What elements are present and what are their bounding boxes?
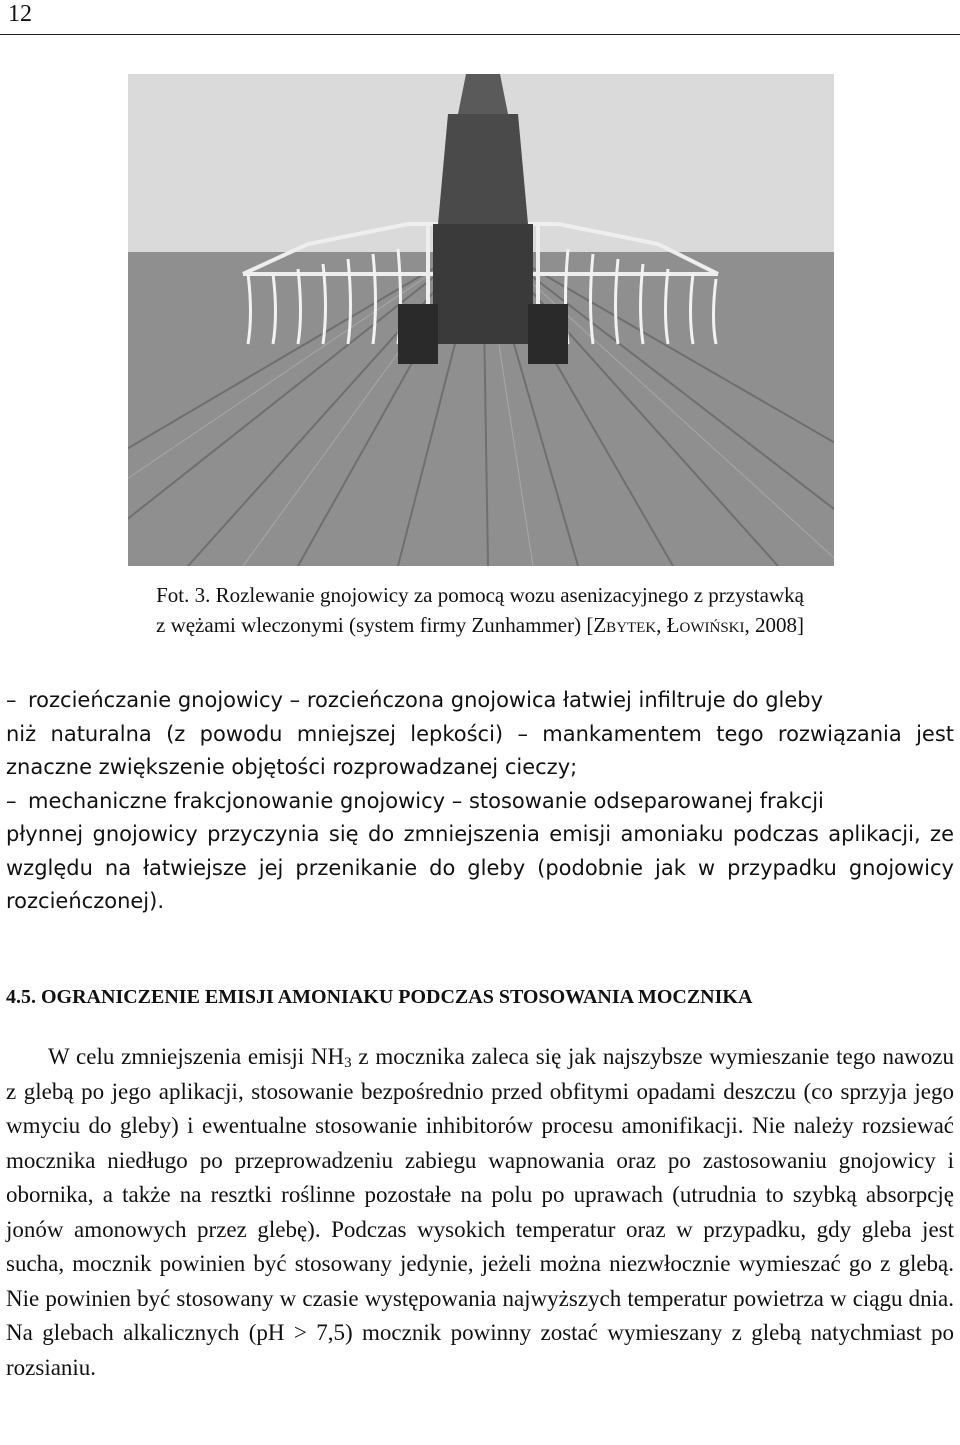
method-list: [6, 684, 954, 919]
caption-label: Fot. 3.: [156, 583, 211, 607]
list-dash: –: [6, 688, 17, 712]
page-header: [0, 0, 960, 35]
caption-authors: Zbytek, Łowiński: [593, 613, 745, 637]
section-title: 4.5. OGRANICZENIE EMISJI AMONIAKU PODCZAS STOSOWANIA MOCZNIKA: [6, 986, 753, 1008]
list-item-1-rest: niż naturalna (z powodu mniejszej lepkości) – mankamentem tego rozwiązania jest znaczne zwiększenie objętości rozprowadzanej cieczy;: [6, 721, 954, 779]
list-item: [6, 684, 954, 785]
list-dash: –: [6, 788, 17, 813]
caption-line-1: Rozlewanie gnojowicy za pomocą wozu asenizacyjnego z przystawką: [215, 583, 804, 607]
list-item-1-first-line: rozcieńczanie gnojowicy – rozcieńczona gnojowica łatwiej infiltruje do gleby: [28, 688, 824, 712]
list-item-2-first-line: mechaniczne frakcjonowanie gnojowicy – stosowanie odseparowanej frakcji: [28, 788, 824, 813]
body-paragraph: [6, 1040, 954, 1385]
list-item-2-rest: płynnej gnojowicy przyczynia się do zmniejszenia emisji amoniaku podczas aplikacji, ze względu na łatwiejsze jej przenikanie do gleby (podobnie jak w przypadku gnojowicy rozcieńczonej).: [6, 822, 954, 913]
body-subscript: 3: [344, 1055, 352, 1071]
list-item: [6, 785, 954, 919]
body-part-1: W celu zmniejszenia emisji NH: [48, 1044, 345, 1069]
page-number: 12: [8, 1, 32, 27]
field-photo: [128, 74, 834, 566]
caption-line-2-end: , 2008]: [744, 613, 804, 637]
body-part-2: z mocznika zaleca się jak najszybsze wymieszanie tego nawozu z glebą po jego aplikacji, stosowanie bezpośrednio przed obfitymi opadami deszczu (co sprzyja jego wmyciu do gleby) i ewentualne stosowanie inhibitorów procesu amonifikacji. Nie należy rozsiewać mocznika niedługo po przeprowadzeniu zabiegu wapnowania oraz po zastosowaniu gnojowicy i obornika, a także na resztki roślinne pozostałe na polu po uprawach (utrudnia to szybką absorpcję jonów amonowych przez glebę). Podczas wysokich temperatur oraz w przypadku, gdy gleba jest sucha, mocznik powinien być stosowany jedynie, jeżeli można niezwłocznie wymieszać go z glebą. Nie powinien być stosowany w czasie występowania najwyższych temperatur powietrza w ciągu dnia. Na glebach alkalicznych (pH > 7,5) mocznik powinny zostać wymieszany z glebą natychmiast po rozsianiu.: [6, 1044, 954, 1380]
slurry-tanker-illustration: [128, 74, 834, 566]
caption-line-2-start: z wężami wleczonymi (system firmy Zunhammer) [: [156, 613, 594, 637]
figure-caption: [60, 580, 900, 640]
